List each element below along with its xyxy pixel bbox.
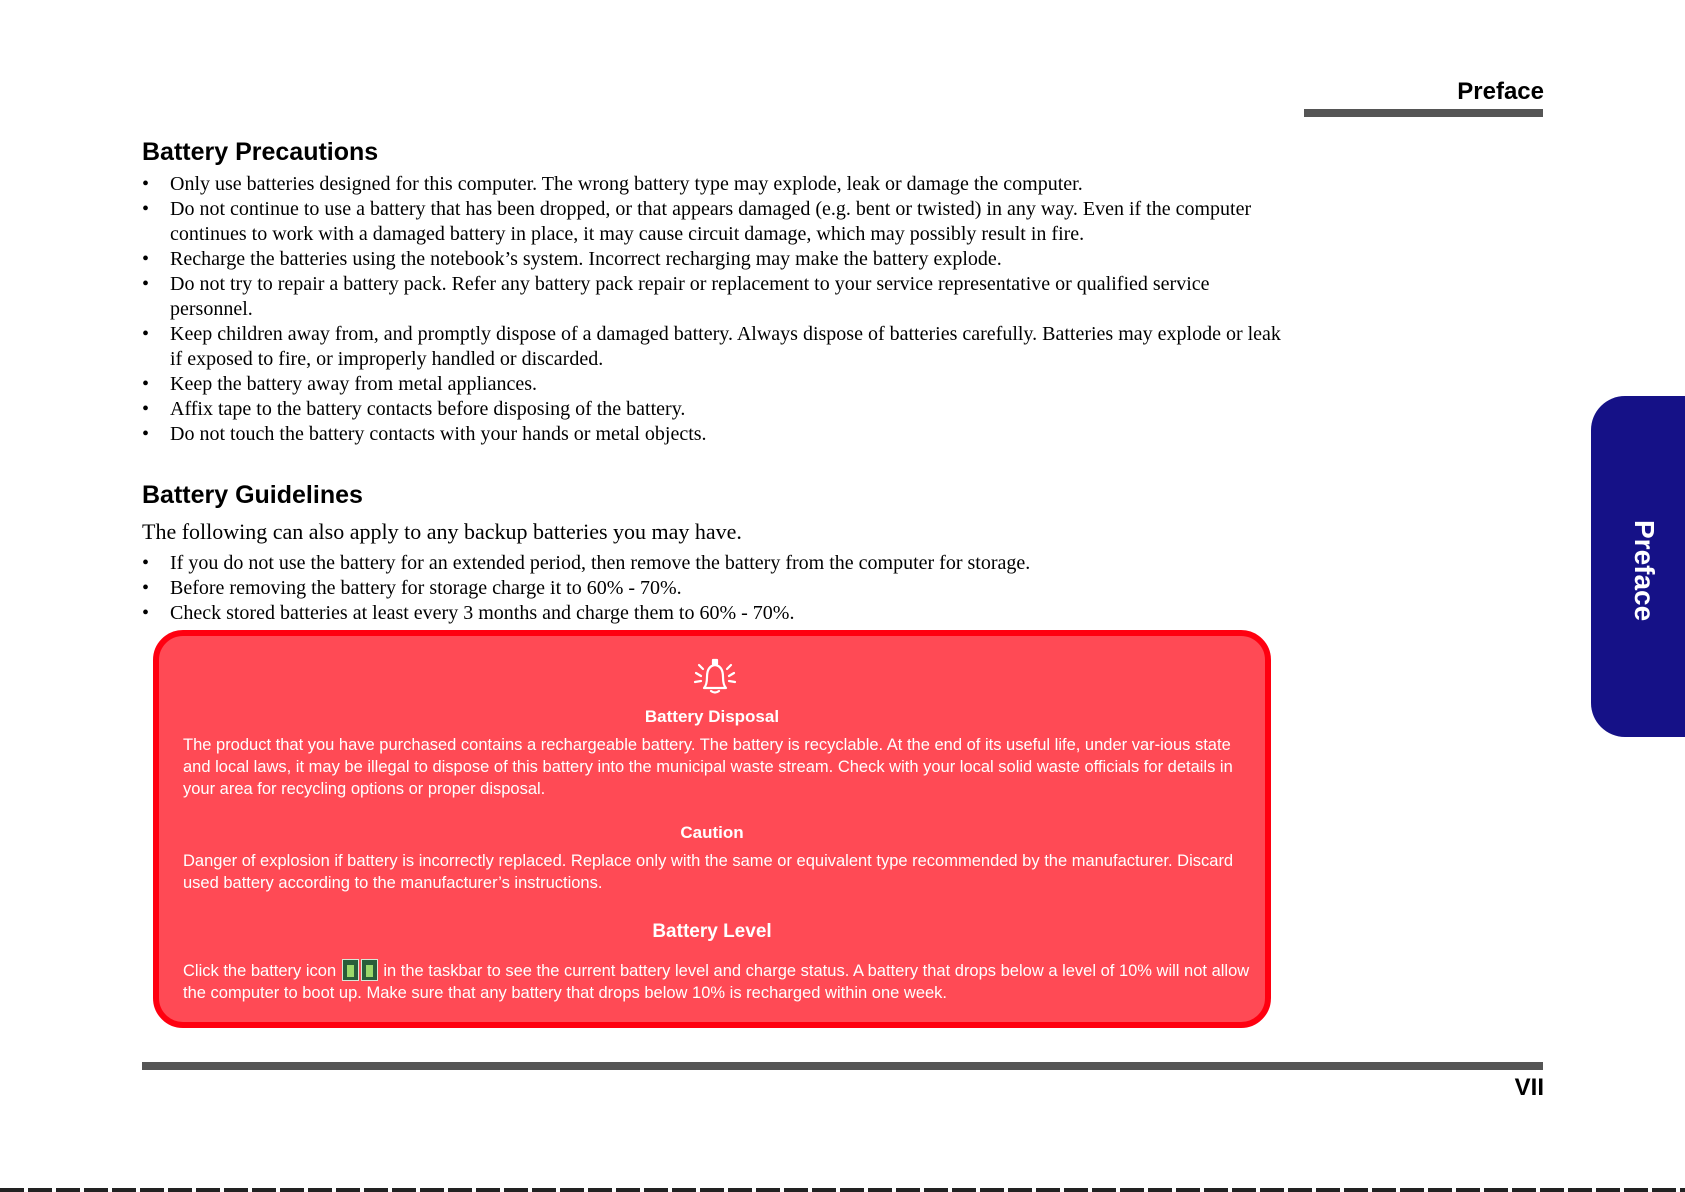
list-item: • Keep the battery away from metal appliances. xyxy=(142,372,1287,397)
list-item: • Do not touch the battery contacts with your hands or metal objects. xyxy=(142,422,1287,447)
list-item: • Do not continue to use a battery that has been dropped, or that appears damaged (e.g. bent or twisted) in any way. Even if the computer continues to work with a damaged battery in place, it may cause circuit damage, which may possibly result in fire. xyxy=(142,197,1287,247)
list-item: • Before removing the battery for storage charge it to 60% - 70%. xyxy=(142,576,1287,601)
header-title: Preface xyxy=(1457,78,1544,105)
battery-level-text-end: in the taskbar to see the current battery level and charge status. A battery that drops below a level of 10% will not allow the computer to boot up. Make sure that any battery that drops below 10% is recharged within one week. xyxy=(183,962,1250,1002)
list-item: • Affix tape to the battery contacts before disposing of the battery. xyxy=(142,397,1287,422)
battery-notice-box xyxy=(153,630,1271,1028)
list-item: • If you do not use the battery for an extended period, then remove the battery from the computer for storage. xyxy=(142,551,1287,576)
side-tab-label: Preface xyxy=(1629,520,1660,622)
page-bottom-edge xyxy=(0,1188,1685,1192)
precautions-list xyxy=(142,172,1287,447)
guidelines-list xyxy=(142,551,1287,626)
page-number: VII xyxy=(1514,1074,1544,1101)
battery-level-text-start: Click the battery icon xyxy=(183,962,337,980)
battery-status-icon xyxy=(342,959,359,981)
guidelines-intro: The following can also apply to any backup batteries you may have. xyxy=(142,519,742,544)
battery-level-title: Battery Level xyxy=(652,921,772,942)
caution-title: Caution xyxy=(680,823,744,842)
list-item: • Only use batteries designed for this computer. The wrong battery type may explode, leak or damage the computer. xyxy=(142,172,1287,197)
precautions-heading: Battery Precautions xyxy=(142,138,379,166)
alarm-bell-icon xyxy=(690,655,740,695)
list-item: • Recharge the batteries using the notebook’s system. Incorrect recharging may make the battery explode. xyxy=(142,247,1287,272)
main-content xyxy=(142,132,1287,626)
list-item: • Do not try to repair a battery pack. Refer any battery pack repair or replacement to your service representative or qualified service personnel. xyxy=(142,272,1287,322)
header-rule xyxy=(1304,109,1543,117)
battery-icon xyxy=(361,959,378,981)
caution-text: Danger of explosion if battery is incorrectly replaced. Replace only with the same or equivalent type recommended by the manufacturer. Discard used battery according to the manufacturer’s instructions. xyxy=(183,852,1234,892)
disposal-title: Battery Disposal xyxy=(644,707,780,726)
list-item: • Keep children away from, and promptly dispose of a damaged battery. Always dispose of batteries carefully. Batteries may explode or leak if exposed to fire, or improperly handled or discarded. xyxy=(142,322,1287,372)
battery-level-text xyxy=(183,959,1253,1004)
guidelines-heading: Battery Guidelines xyxy=(142,481,363,509)
disposal-text: The product that you have purchased contains a rechargeable battery. The battery is recyclable. At the end of its useful life, under var-ious state and local laws, it may be illegal to dispose of this battery into the municipal waste stream. Check with your local solid waste officials for details in your area for recycling options or proper disposal. xyxy=(183,736,1233,798)
list-item: • Check stored batteries at least every 3 months and charge them to 60% - 70%. xyxy=(142,601,1287,626)
footer-rule xyxy=(142,1062,1543,1070)
